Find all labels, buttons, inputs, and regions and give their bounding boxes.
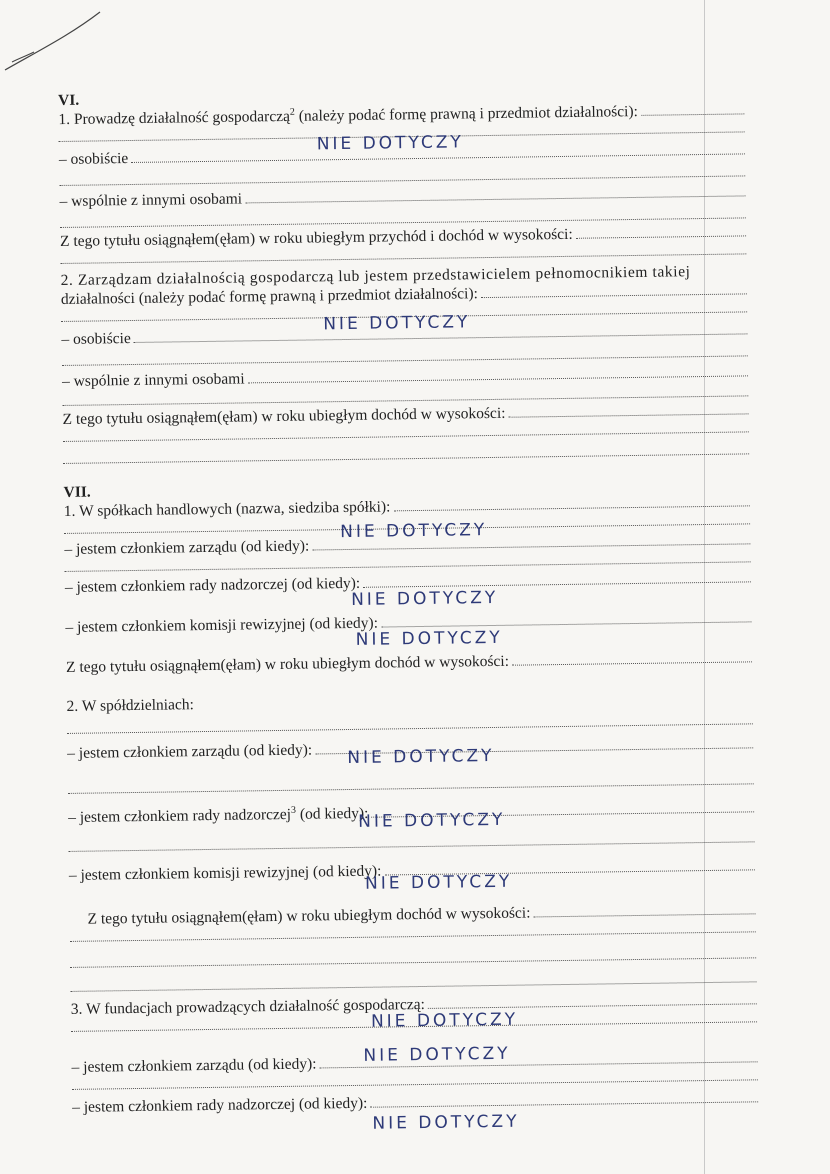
- form-content: [58, 82, 744, 1134]
- vii-item2-label: 2. W spółdzielniach:: [66, 696, 194, 715]
- vi-item2-joint-label: – wspólnie z innymi osobami: [61, 370, 245, 390]
- vi-item2-personal-label: – osobiście: [61, 330, 131, 348]
- vii-item1-audit-answer: NIE DOTYCZY: [355, 627, 503, 650]
- vii-item1-income-label: Z tego tytułu osiągnąłem(ęłam) w roku ubiegłym dochód w wysokości:: [65, 652, 510, 676]
- vi-item1-joint-field[interactable]: [245, 182, 746, 203]
- vii-item2-board-label: – jestem członkiem zarządu (od kiedy):: [67, 741, 313, 762]
- vi-item2-answer-line[interactable]: [481, 280, 747, 298]
- vi-item1-label: 1. Prowadzę działalność gospodarczą$^2$ (należy podać formę prawną i przedmiot działalności):: [58, 103, 639, 129]
- vii-item3-board-label: – jestem członkiem zarządu (od kiedy):: [71, 1055, 317, 1076]
- vii-item3-board-answer: NIE DOTYCZY: [363, 1043, 511, 1066]
- blank-line[interactable]: [63, 430, 749, 442]
- vii-item2-income-row: [69, 900, 755, 930]
- section-vii-heading: VII.: [63, 483, 91, 501]
- vii-item3-supervisory-field[interactable]: [370, 1088, 758, 1107]
- vii-item1-income-row: [66, 648, 752, 678]
- vii-item1-label: 1. W spółkach handlowych (nazwa, siedziba spółki):: [63, 498, 391, 520]
- vii-item2-audit-answer: NIE DOTYCZY: [364, 871, 513, 894]
- vii-item3-supervisory-label: – jestem członkiem rady nadzorczej (od kiedy):: [72, 1094, 368, 1116]
- blank-line[interactable]: [60, 252, 746, 264]
- blank-line[interactable]: [63, 452, 749, 464]
- vi-item2-income-label: Z tego tytułu osiągnąłem(ęłam) w roku ubiegłym dochód w wysokości:: [62, 404, 506, 428]
- vi-item1-personal-answer: NIE DOTYCZY: [316, 132, 464, 155]
- vii-item2-audit-label: – jestem członkiem komisji rewizyjnej (od kiedy):: [68, 862, 382, 884]
- vii-item3-answer-line[interactable]: [428, 990, 757, 1009]
- vii-item2-supervisory-answer: NIE DOTYCZY: [358, 809, 506, 832]
- vii-item1-audit-label: – jestem członkiem komisji rewizyjnej (od kiedy):: [65, 614, 379, 636]
- vi-item1-joint-row: [59, 182, 745, 212]
- blank-line[interactable]: [72, 1078, 758, 1090]
- blank-line[interactable]: [70, 930, 756, 942]
- vii-item1-income-field[interactable]: [512, 648, 752, 665]
- vii-item1-audit-field[interactable]: [381, 608, 752, 627]
- vii-item2-supervisory-label: – jestem członkiem rady nadzorczej$^3$ (od kiedy):: [68, 804, 369, 827]
- blank-line[interactable]: [68, 782, 754, 794]
- vi-item2-joint-field[interactable]: [247, 362, 748, 383]
- vii-item2-board-answer: NIE DOTYCZY: [347, 745, 495, 769]
- vi-item1-personal-label: – osobiście: [58, 150, 129, 168]
- blank-line[interactable]: [71, 980, 757, 992]
- vii-item3-supervisory-answer: NIE DOTYCZY: [372, 1111, 520, 1134]
- vi-item2-label-line1: 2. Zarządzam działalnością gospodarczą lub jestem przedstawicielem pełnomocnikiem takiej: [60, 263, 691, 289]
- vi-item1-income-label: Z tego tytułu osiągnąłem(ęłam) w roku ubiegłym przychód i dochód w wysokości:: [59, 225, 573, 250]
- vii-item1-question: [64, 492, 750, 522]
- vii-item3-label: 3. W fundacjach prowadzących działalność gospodarczą:: [70, 995, 425, 1018]
- section-vi-heading: VI.: [58, 91, 80, 109]
- vii-item1-board-answer: NIE DOTYCZY: [340, 520, 488, 543]
- vi-item1-income-field[interactable]: [576, 222, 746, 238]
- vi-item2-joint-row: [62, 362, 748, 392]
- vi-item1-joint-label: – wspólnie z innymi osobami: [59, 190, 243, 210]
- vii-item1-board-label: – jestem członkiem zarządu (od kiedy):: [64, 537, 310, 558]
- vi-item1-question: [58, 100, 744, 130]
- vii-item1-supervisory-label: – jestem członkiem rady nadzorczej (od kiedy):: [64, 574, 361, 596]
- vi-item2-income-field[interactable]: [508, 400, 748, 417]
- vi-item1-income-row: [60, 222, 746, 252]
- vii-item1-supervisory-answer: NIE DOTYCZY: [350, 587, 499, 610]
- pen-stroke-mark: [0, 0, 130, 90]
- vii-item2-question: [66, 688, 752, 718]
- vi-item2-personal-answer: NIE DOTYCZY: [323, 312, 471, 335]
- vii-item2-income-label: Z tego tytułu osiągnąłem(ęłam) w roku ubiegłym dochód w wysokości:: [87, 904, 531, 928]
- blank-line[interactable]: [67, 722, 753, 734]
- blank-line[interactable]: [69, 840, 755, 852]
- vi-item2-label-line2: działalności (należy podać formę prawną i przedmiot działalności):: [60, 285, 479, 308]
- vii-item1-answer-line[interactable]: [393, 492, 750, 511]
- vii-item1-supervisory-field[interactable]: [363, 568, 751, 587]
- vii-item3-answer: NIE DOTYCZY: [370, 1009, 519, 1032]
- vii-item2-income-field[interactable]: [533, 900, 755, 917]
- blank-line[interactable]: [70, 956, 756, 968]
- vi-item2-income-row: [62, 400, 748, 430]
- vi-item1-answer-line[interactable]: [641, 101, 745, 116]
